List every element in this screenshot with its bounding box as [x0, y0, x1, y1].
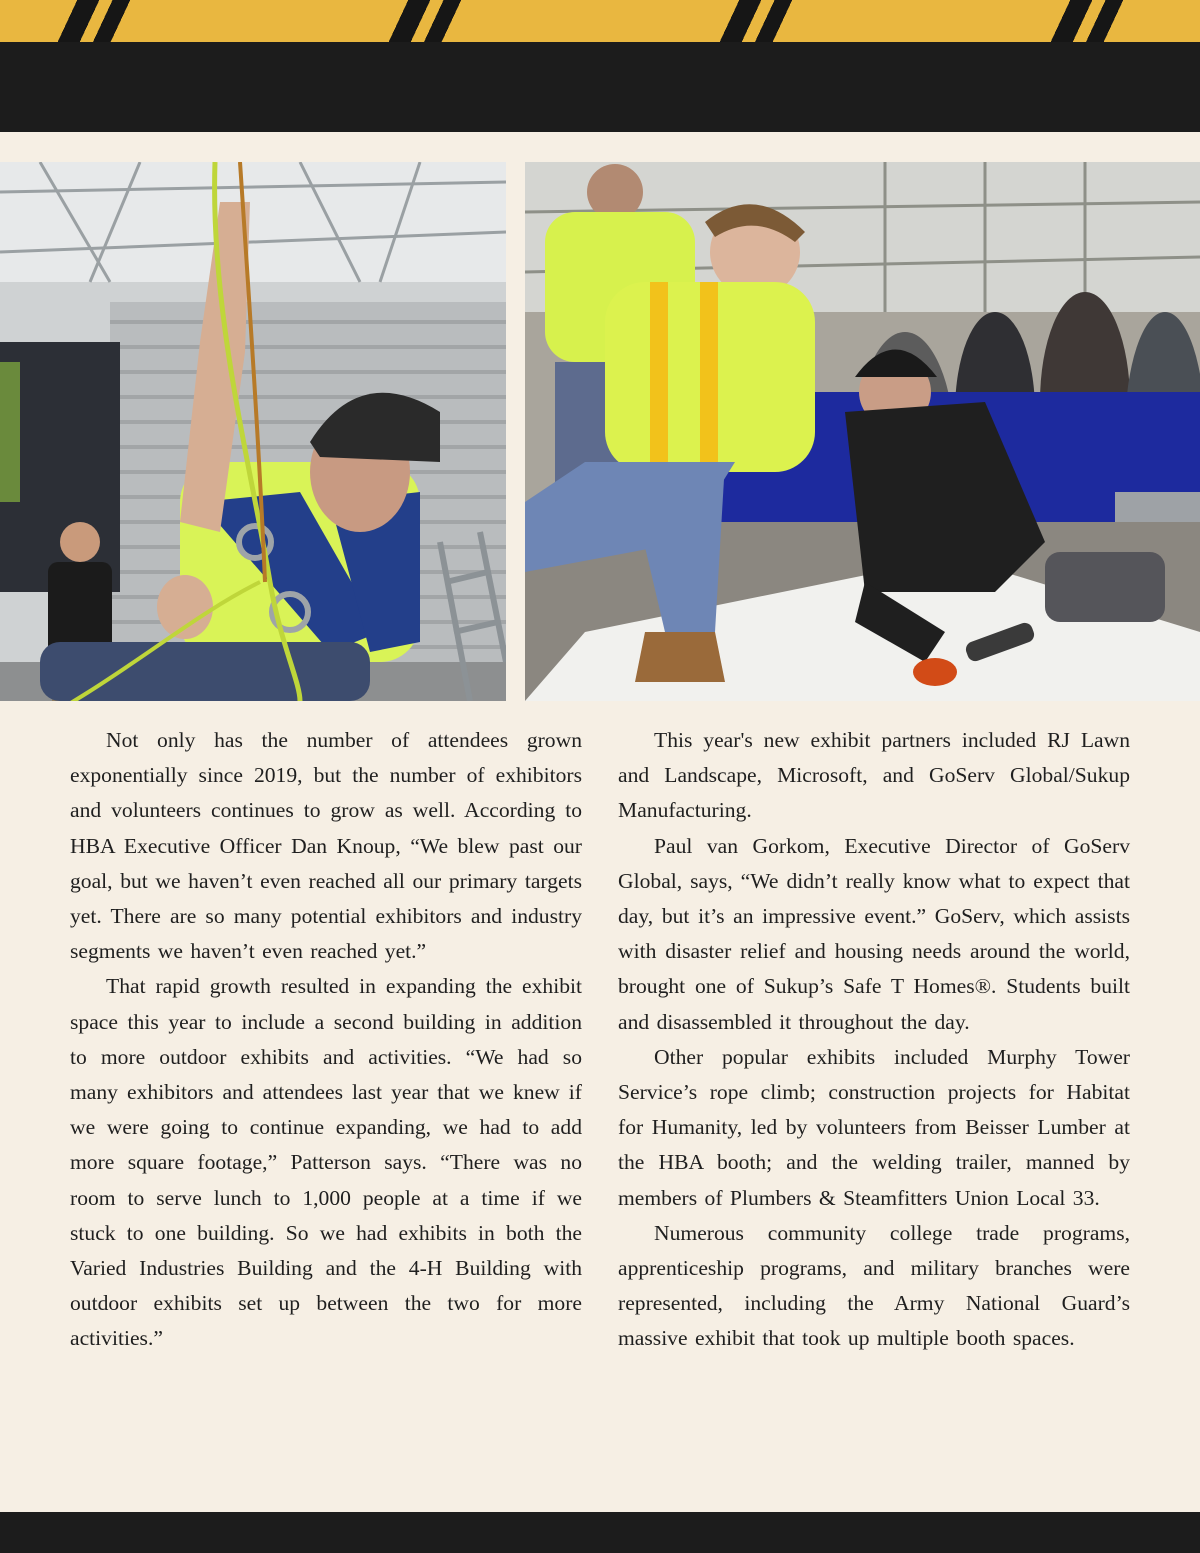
- article-paragraph: This year's new exhibit partners included RJ Lawn and Landscape, Microsoft, and GoServ Global/Sukup Manufacturing.: [618, 728, 1130, 823]
- article-paragraph: Other popular exhibits included Murphy Tower Service’s rope climb; construction projects for Habitat for Humanity, led by volunteers from Beisser Lumber at the HBA booth; and the welding trailer, manned by members of Plumbers & Steamfitters Union Local 33.: [618, 1044, 1130, 1210]
- photo-roofing-demo: [525, 162, 1200, 701]
- article-paragraph: Numerous community college trade programs, apprenticeship programs, and military branches were represented, including the Army National Guard’s massive exhibit that took up multiple booth spaces.: [618, 1220, 1130, 1351]
- photo-rope-climb: [0, 162, 506, 701]
- article-paragraph: That rapid growth resulted in expanding the exhibit space this year to include a second building in addition to more outdoor exhibits and activities. “We had so many exhibitors and attendees last year that we knew if we were going to continue expanding, we had to add more square footage,” Patterson says. “There was no room to serve lunch to 1,000 people at a time if we stuck to one building. So we had exhibits in both the Varied Industries Building and the 4-H Building with outdoor exhibits set up between the two for more activities.”: [70, 974, 582, 1351]
- article-paragraph: Not only has the number of attendees grown exponentially since 2019, but the number of exhibitors and volunteers continues to grow as well. According to HBA Executive Officer Dan Knoup, “We blew past our goal, but we haven’t even reached all our primary targets yet. There are so many potential exhibitors and industry segments we haven’t even reached yet.”: [70, 728, 582, 964]
- article-paragraph: Paul van Gorkom, Executive Director of GoServ Global, says, “We didn’t really know what to expect that day, but it’s an impressive event.” GoServ, which assists with disaster relief and housing needs around the world, brought one of Sukup’s Safe T Homes®. Students built and disassembled it throughout the day.: [618, 833, 1130, 1034]
- article-column-left: [70, 723, 582, 1357]
- photo-roofing-demo-icon: [525, 162, 1200, 701]
- footer-band: [0, 1512, 1200, 1553]
- article-column-right: [618, 723, 1130, 1357]
- photo-rope-climb-icon: [0, 162, 506, 701]
- hazard-stripe-header: [0, 0, 1200, 42]
- header-band: [0, 42, 1200, 132]
